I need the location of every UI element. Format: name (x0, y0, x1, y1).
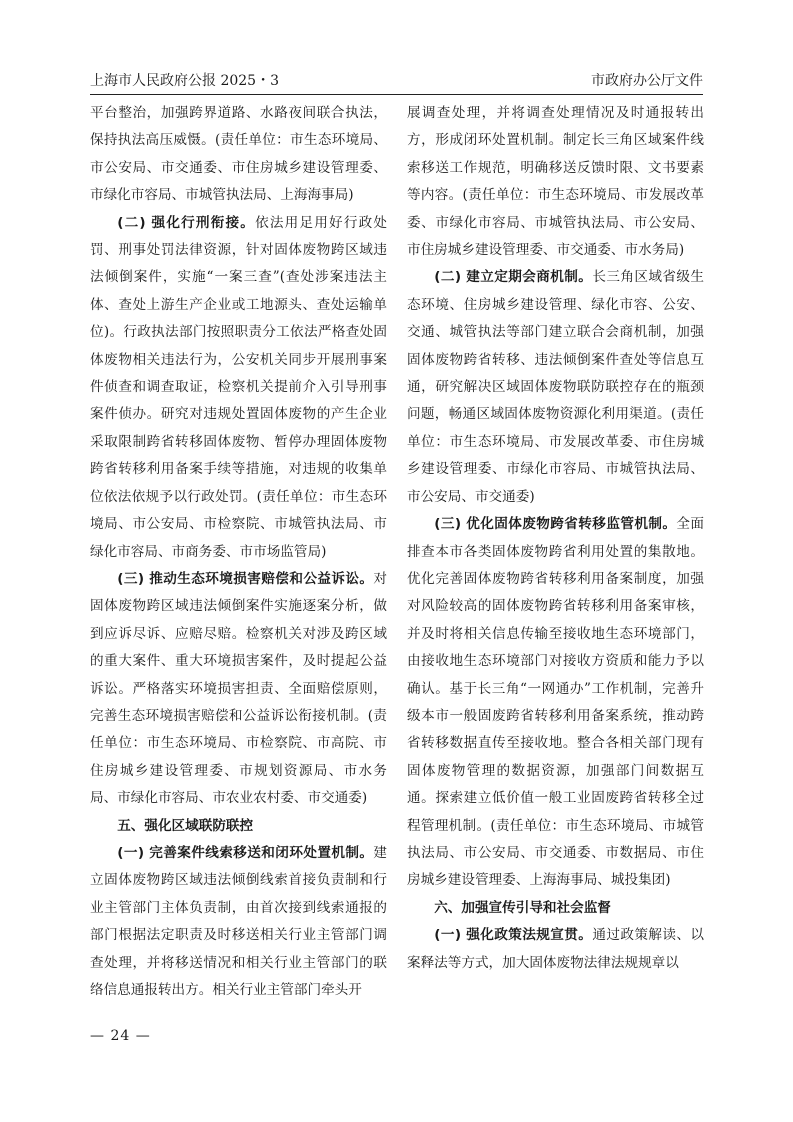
document-category: 市政府办公厅文件 (591, 73, 703, 89)
section-heading: 五、强化区域联防联控 (117, 817, 254, 834)
page-header (90, 62, 703, 90)
subsection-lead: (一) 完善案件线索移送和闭环处置机制。 (117, 844, 374, 861)
subsection-lead: (二) 建立定期会商机制。 (434, 269, 593, 286)
publication-title: 上海市人民政府公报 2025・3 (90, 73, 279, 89)
paragraph (90, 100, 387, 210)
right-column (407, 100, 704, 977)
paragraph-text: 对固体废物跨区域违法倾倒案件实施逐案分析，做到应诉尽诉、应赔尽赔。检察机关对涉及跨区域的重大案件、重大环境损害案件，及时提起公益诉讼。严格落实环境损害担责、全面赔偿原则，完善生态环境损害赔偿和公益诉讼衔接机制。(责任单位：市生态环境局、市检察院、市高院、市住房城乡建设管理委、市规划资源局、市水务局、市绿化市容局、市农业农村委、市交通委) (90, 570, 387, 807)
paragraph (407, 100, 704, 264)
paragraph-text: 建立固体废物跨区域违法倾倒线索首接负责制和行业主管部门主体负责制，由首次接到线索通报的部门根据法定职责及时移送相关行业主管部门调查处理，并将移送情况和相关行业主管部门的联络信息通报转出方。相关行业主管部门牵头开 (90, 844, 387, 998)
paragraph-text: 依法用足用好行政处罚、刑事处罚法律资源，针对固体废物跨区域违法倾倒案件，实施“一案三查”(查处涉案违法主体、查处上游生产企业或工地源头、查处运输单位)。行政执法部门按照职责分工依法严格查处固体废物相关违法行为，公安机关同步开展刑事案件侦查和调查取证，检察机关提前介入引导刑事案件侦办。研究对违规处置固体废物的产生企业采取限制跨省转移固体废物、暂停办理固体废物跨省转移利用备案手续等措施，对违规的收集单位依法依规予以行政处罚。(责任单位：市生态环境局、市公安局、市检察院、市城管执法局、市绿化市容局、市商务委、市市场监管局) (90, 214, 387, 560)
paragraph (90, 840, 387, 1004)
subsection-lead: (三) 优化固体废物跨省转移监管机制。 (434, 516, 677, 533)
paragraph-text: 通过政策解读、以案释法等方式，加大固体废物法律法规规章以 (407, 927, 704, 971)
paragraph-text: 全面排查本市各类固体废物跨省利用处置的集散地。优化完善固体废物跨省转移利用备案制度，加强对风险较高的固体废物跨省转移利用备案审核，并及时将相关信息传输至接收地生态环境部门，由接收地生态环境部门对接收方资质和能力予以确认。基于长三角“一网通办”工作机制，完善升级本市一般固废跨省转移利用备案系统，推动跨省转移数据直传至接收地。整合各相关部门现有固体废物管理的数据资源，加强部门间数据互通。探索建立低价值一般工业固废跨省转移全过程管理机制。(责任单位：市生态环境局、市城管执法局、市公安局、市交通委、市数据局、市住房城乡建设管理委、上海海事局、城投集团) (407, 516, 704, 889)
paragraph-text: 平台整治，加强跨界道路、水路夜间联合执法，保持执法高压威慑。(责任单位：市生态环境局、市公安局、市交通委、市住房城乡建设管理委、市绿化市容局、市城管执法局、上海海事局) (90, 105, 387, 204)
paragraph (407, 264, 704, 511)
paragraph-text: 展调查处理，并将调查处理情况及时通报转出方，形成闭环处置机制。制定长三角区域案件线索移送工作规范，明确移送反馈时限、文书要素等内容。(责任单位：市生态环境局、市发展改革委、市绿化市容局、市城管执法局、市公安局、市住房城乡建设管理委、市交通委、市水务局) (407, 105, 704, 259)
paragraph (407, 511, 704, 895)
paragraph (90, 566, 387, 813)
page-number: — 24 — (90, 1028, 151, 1044)
subsection-lead: (二) 强化行刑衔接。 (117, 214, 256, 231)
paragraph (90, 210, 387, 566)
header-divider (90, 94, 703, 95)
paragraph-text: 长三角区域省级生态环境、住房城乡建设管理、绿化市容、公安、交通、城管执法等部门建立联合会商机制，加强固体废物跨省转移、违法倾倒案件查处等信息互通，研究解决区域固体废物联防联控存在的瓶颈问题，畅通区域固体废物资源化利用渠道。(责任单位：市生态环境局、市发展改革委、市住房城乡建设管理委、市绿化市容局、市城管执法局、市公安局、市交通委) (407, 269, 704, 505)
subsection-lead: (三) 推动生态环境损害赔偿和公益诉讼。 (117, 570, 374, 587)
subsection-lead: (一) 强化政策法规宣贯。 (434, 927, 593, 944)
section-heading: 六、加强宣传引导和社会监督 (434, 899, 611, 916)
paragraph (407, 922, 704, 977)
left-column (90, 100, 387, 1004)
